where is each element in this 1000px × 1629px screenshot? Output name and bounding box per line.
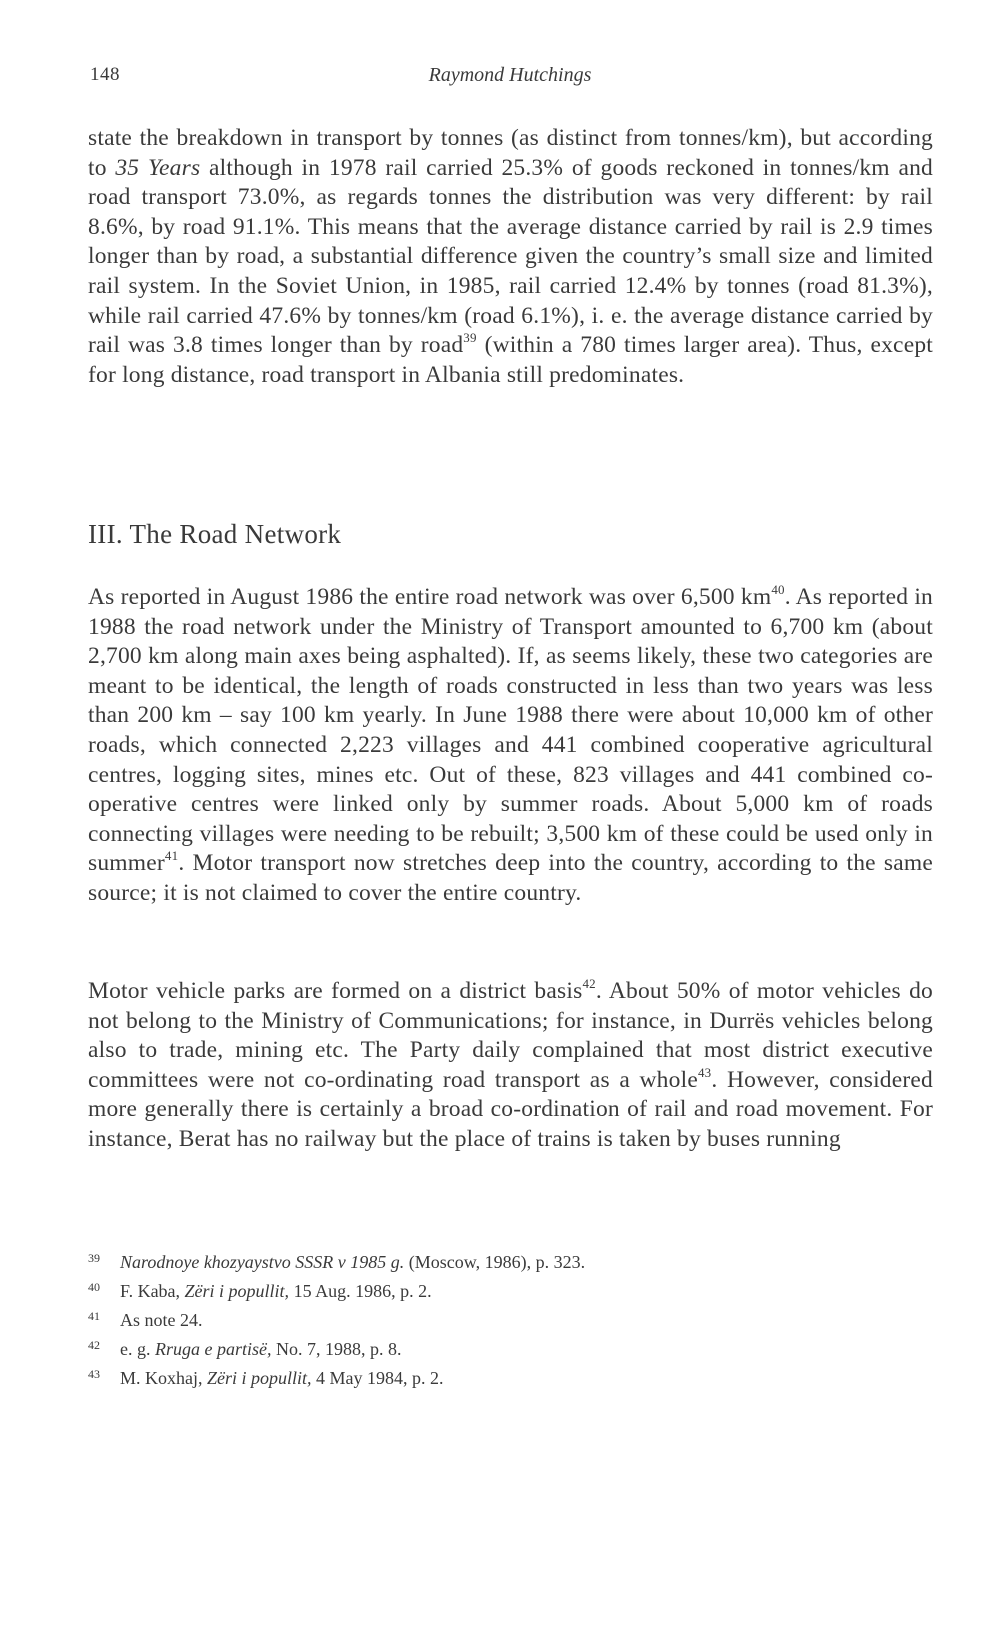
footnote-ref: 43 — [697, 1064, 712, 1080]
body-paragraph — [88, 124, 933, 390]
footnotes — [88, 1249, 888, 1394]
footnote — [88, 1249, 888, 1278]
footnote-number: 41 — [88, 1309, 100, 1323]
page-header — [90, 64, 930, 94]
text-run: although in 1978 rail carried 25.3% of goods reckoned in tonnes/km and road transport 73.0%, as regards tonnes the distribution was very different: by rail 8.6%, by road 91.1%. This means that the average distance carried by rail is 2.9 times longer than by road, a substantial difference given the country’s small size and limited rail system. In the Soviet Union, in 1985, rail carried 12.4% by tonnes (road 81.3%), while rail carried 47.6% by tonnes/km (road 6.1%), i. e. the average distance carried by rail was 3.8 times longer than by road — [88, 154, 933, 359]
running-head: Raymond Hutchings — [428, 64, 592, 86]
footnote — [88, 1278, 888, 1307]
text-run: . Motor transport now stretches deep into the country, according to the same source; it is not claimed to cover the entire country. — [88, 850, 933, 906]
footnote-ref: 39 — [463, 330, 477, 346]
footnote-text-run: (Moscow, 1986), p. 323. — [404, 1252, 586, 1272]
footnote-italic: Narodnoye khozyaystvo SSSR v 1985 g. — [120, 1252, 405, 1272]
footnote-text-run: No. 7, 1988, p. 8. — [271, 1339, 402, 1359]
footnote-text-run: M. Koxhaj, — [120, 1368, 207, 1388]
footnote-text-run: F. Kaba, — [120, 1281, 185, 1301]
footnote-italic: Zëri i popullit, — [207, 1368, 312, 1388]
text-run: (within a 780 times larger area). Thus, except for long distance, road transport in Albania still predominates. — [88, 332, 934, 388]
text-run: Motor vehicle parks are formed on a district basis — [88, 978, 583, 1004]
footnote — [88, 1336, 888, 1365]
page-number: 148 — [90, 64, 120, 85]
text-run: . As reported in 1988 the road network under the Ministry of Transport amounted to 6,700 km (about 2,700 km along main axes being asphalted). If, as seems likely, these two categories are meant to be identical, the length of roads constructed in less than two years was less than 200 km – say 100 km yearly. In June 1988 there were about 10,000 km of other roads, which connected 2,223 villages and 441 combined cooperative agricultural centres, logging sites, mines etc. Out of these, 823 villages and 441 combined co-operative centres were linked only by summer roads. About 5,000 km of roads connecting villages were needing to be rebuilt; 3,500 km of these could be used only in summer — [88, 584, 933, 877]
body-paragraph — [88, 977, 933, 1155]
footnote-ref: 41 — [164, 848, 179, 864]
section-heading: III. The Road Network — [88, 519, 342, 549]
footnote-number: 43 — [88, 1367, 100, 1381]
text-run: As reported in August 1986 the entire road network was over 6,500 km — [88, 584, 772, 610]
footnote — [88, 1365, 888, 1394]
footnote-number: 42 — [88, 1338, 100, 1352]
footnote-text — [120, 1278, 432, 1305]
footnote-ref: 42 — [582, 976, 596, 991]
text-run: state the breakdown in transport by tonnes (as distinct from tonnes/km), but according to — [88, 125, 933, 181]
text-run: . About 50% of motor vehicles do not belong to the Ministry of Communications; for instance, in Durrës vehicles belong also to trade, mining etc. The Party daily complained that most district executive committees were not co-ordinating road transport as a whole — [88, 978, 933, 1093]
footnote-text — [120, 1365, 444, 1392]
footnote-text — [120, 1336, 402, 1363]
footnote-number: 39 — [88, 1251, 100, 1265]
footnote-text-run: e. g. — [120, 1339, 155, 1359]
footnote-number: 40 — [88, 1280, 100, 1294]
italic-title: 35 Years — [115, 154, 201, 181]
footnote-text — [120, 1307, 203, 1334]
footnote-text-run: 15 Aug. 1986, p. 2. — [289, 1281, 432, 1301]
body-paragraph — [88, 583, 933, 909]
footnote-text-run: 4 May 1984, p. 2. — [311, 1368, 444, 1388]
footnote-text-run: As note 24. — [120, 1310, 203, 1330]
footnote — [88, 1307, 888, 1336]
footnote-italic: Zëri i popullit, — [184, 1281, 290, 1301]
footnote-italic: Rruga e partisë, — [155, 1339, 272, 1359]
footnote-ref: 40 — [771, 582, 785, 597]
footnote-text — [120, 1249, 585, 1276]
text-run: . However, considered more generally there is certainly a broad co-ordination of rail and road movement. For instance, Berat has no railway but the place of trains is taken by buses running — [88, 1066, 933, 1152]
